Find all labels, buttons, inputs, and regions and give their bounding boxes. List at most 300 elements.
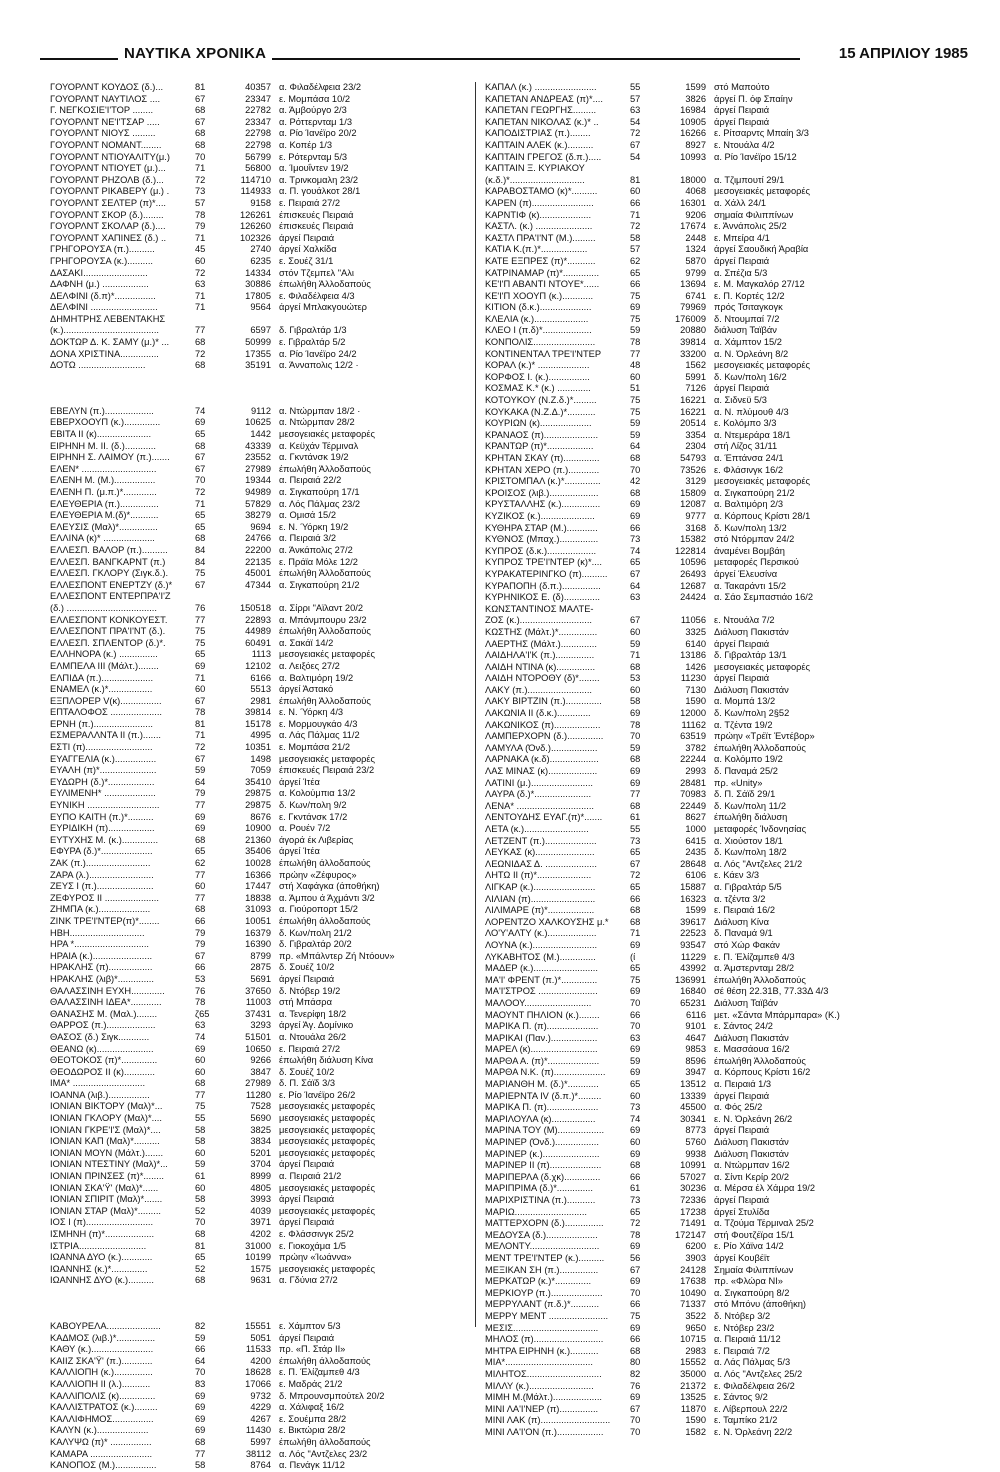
ship-status: πρός Τσιταγκογκ — [714, 302, 783, 313]
ship-status: δ. Γιβραλτάρ 1/3 — [279, 325, 347, 336]
ship-year: 60 — [195, 1182, 206, 1193]
ship-tonnage — [660, 163, 714, 175]
ship-row — [50, 881, 475, 893]
ship-tonnage: 3826 — [685, 93, 706, 104]
ship-status: α. Χάλλ 24/1 — [714, 197, 767, 208]
ship-status: Διάλυση Πακιστάν — [714, 684, 789, 695]
ship-row — [50, 765, 475, 777]
ship-year: 48 — [630, 360, 641, 371]
ship-tonnage: 16379 — [245, 927, 271, 938]
ship-year: 58 — [195, 1124, 206, 1135]
ship-row — [50, 1414, 475, 1426]
ship-year: 53 — [195, 973, 206, 984]
ship-status: ε. Πειραιά 27/2 — [279, 1043, 341, 1054]
ship-name: ΓΟΥΟΡΛΝΤ ΡΗΖΟΛΒ (δ.)... — [50, 174, 164, 185]
ship-row — [50, 499, 475, 511]
ship-year: 65 — [630, 1079, 641, 1090]
ship-year: 68 — [630, 754, 641, 765]
ship-status: ε. Γκντάνσκ 17/2 — [279, 811, 348, 822]
ship-year: 70 — [630, 997, 641, 1008]
ship-year: 67 — [195, 116, 206, 127]
ship-year: 77 — [195, 800, 206, 811]
ship-status: άργεί Έλευσίνα — [714, 568, 778, 579]
ship-tonnage: 136991 — [674, 974, 706, 985]
ship-name: ΚΑΡΝΤΙΦ (κ).................... — [485, 209, 592, 220]
ship-status: α. Ρίο Ίανέϊρο 24/2 — [279, 348, 357, 359]
ship-status: α. Φός 25/2 — [714, 1102, 763, 1113]
ship-year: 74 — [630, 1113, 641, 1124]
ship-name: ΖΑΚ (π.)......................... — [50, 858, 151, 868]
ship-name: ΕΞΠΛΟΡΕΡ V(κ)................ — [50, 695, 162, 706]
ship-name: ΚΑΛΛΙΟΠΗ ΙΙ (λ.)........... — [50, 1378, 151, 1389]
ship-name: ΙΟΑΝΝΑ (λιβ.)................ — [50, 1089, 150, 1100]
ship-name: ΜΑΡΙΠΕΡΛΑ (δ.χκ).............. — [485, 1171, 601, 1182]
ship-row — [485, 1230, 915, 1242]
ship-tonnage: 11870 — [680, 1403, 706, 1414]
ship-status: α. Ντεμεράρα 18/1 — [714, 429, 791, 440]
ship-name: ΛΟΥΝΑ (κ.)......................... — [485, 939, 598, 950]
ship-year: 51 — [630, 383, 641, 394]
ship-tonnage: 15551 — [245, 1320, 271, 1331]
ship-tonnage: 20880 — [680, 325, 706, 336]
ship-year: 81 — [195, 82, 206, 92]
ship-year: 58 — [630, 232, 641, 243]
ship-status: άργεί Πειραιά — [714, 1195, 770, 1205]
ship-row — [485, 1044, 915, 1056]
ship-row — [485, 917, 915, 929]
ship-row — [485, 1160, 915, 1172]
ship-tonnage: 40357 — [245, 82, 271, 92]
page-header — [40, 45, 968, 73]
ship-year: 69 — [630, 1241, 641, 1252]
ship-row — [50, 707, 475, 719]
ship-year: 64 — [195, 1355, 206, 1366]
ship-name: ΘΕΑΝΩ (κ)...................... — [50, 1043, 154, 1054]
ship-year: 64 — [195, 776, 206, 787]
ship-status: άργεί Ίτέα — [279, 776, 320, 787]
ship-year: 73 — [630, 835, 641, 846]
ship-status: δ. Μπρουνσμπούτελ 20/2 — [279, 1390, 385, 1401]
ship-row — [485, 499, 915, 511]
ship-name: ΚΟΝΠΟΛΙΣ........................ — [485, 337, 596, 348]
ship-tonnage: 1582 — [685, 1426, 706, 1437]
ship-status: α. Κόρπους Κρίστι 28/1 — [714, 510, 811, 521]
ship-row — [485, 1392, 915, 1404]
ship-year: 66 — [195, 1344, 206, 1355]
ship-status: α. Τακαράντι 15/2 — [714, 580, 787, 591]
ship-tonnage: 172147 — [674, 1229, 706, 1240]
ship-year: 67 — [630, 615, 641, 626]
ship-status: έπισκευές Πειραιά 23/2 — [279, 765, 375, 776]
ship-name: ΕΥΝΙΚΗ ............................ — [50, 800, 160, 811]
ship-row — [50, 291, 475, 303]
ship-name: ΛΟΡΕΝΤΖΟ ΧΑΛΚΟΥΣΗΣ μ.* — [485, 916, 609, 927]
ship-year: 68 — [195, 337, 206, 348]
ship-row — [50, 904, 475, 916]
ship-status: ε. Φιλαδέλφεια 4/3 — [279, 290, 355, 301]
ship-year: 57 — [195, 197, 206, 208]
ship-tonnage: 3704 — [250, 1159, 271, 1170]
ship-name: ΘΕΟΔΩΡΟΣ ΙΙ (κ)............ — [50, 1066, 155, 1077]
ship-row — [485, 592, 915, 604]
ship-status: α. Άμστερνταμ 28/2 — [714, 963, 795, 974]
ship-status: ε. Μομπάσα 10/2 — [279, 93, 351, 104]
ship-name: ΜΑΛΟΟΥ.......................... — [485, 997, 592, 1008]
ship-year: 54 — [630, 116, 641, 127]
ship-year: 77 — [195, 1448, 206, 1459]
ship-year: 67 — [630, 1264, 641, 1275]
ship-row — [485, 1334, 915, 1346]
ship-tonnage: 6200 — [685, 1241, 706, 1252]
ship-status: α. Σάο Σεμπαστιάο 16/2 — [714, 592, 814, 603]
ship-name: ΖΗΜΠΑ (κ.).................... — [50, 904, 151, 915]
ship-status: α. Κολόμπο 19/2 — [714, 754, 783, 765]
ship-status: έπισκευές Πειραιά — [279, 209, 354, 220]
ship-status: ε. Ντόβερ 23/2 — [714, 1322, 775, 1333]
ship-row — [50, 673, 475, 685]
ship-status: στή Φουτζέϊρα 15/1 — [714, 1229, 795, 1240]
ship-tonnage: 60491 — [245, 637, 271, 648]
ship-status: στό Μπόνυ (άποθήκη) — [714, 1299, 806, 1310]
ship-year: 68 — [195, 440, 206, 451]
ship-status: ε. Πειραιά 16/2 — [714, 905, 776, 916]
ship-name: ΚΑΠΟΔΙΣΤΡΙΑΣ (π.)........ — [485, 128, 591, 139]
ship-row — [485, 302, 915, 314]
ship-row — [485, 476, 915, 488]
ship-status: ε. Ν. Όρλεάνη 22/2 — [714, 1426, 793, 1437]
ship-row — [50, 846, 475, 858]
ship-tonnage: 24766 — [245, 533, 271, 544]
ship-tonnage: 1562 — [685, 360, 706, 371]
ship-name: ΘΑΝΑΣΗΣ Μ. (Μαλ.)........ — [50, 1008, 158, 1019]
ship-year: 77 — [195, 325, 206, 336]
ship-name: ΕΛΕΥΣΙΣ (Μαλ)*............... — [50, 521, 158, 532]
ship-tonnage: 47344 — [245, 579, 271, 590]
ship-row — [485, 152, 915, 164]
ship-tonnage: 8676 — [250, 811, 271, 822]
ship-tonnage: 3847 — [250, 1066, 271, 1077]
ship-year: 73 — [630, 1102, 641, 1113]
ship-name: ΚΑΛΥΨΩ (π)* ................ — [50, 1436, 152, 1447]
ship-year: 65 — [630, 881, 641, 892]
ship-status: άργεί Πειραιά — [714, 1090, 770, 1101]
ship-name: ΗΡΑ *............................. — [50, 939, 150, 950]
ship-name: ΚΑΠΤΑΙΝ ΑΛΕΚ (κ.).......... — [485, 139, 594, 150]
ship-name: ΛΙΓΚΑΡ (κ.)........................ — [485, 881, 596, 892]
ship-name: ΛΑΕΡΤΗΣ (Μάλτ.).............. — [485, 638, 597, 649]
ship-row — [50, 1055, 475, 1067]
ship-tonnage: 19344 — [245, 475, 271, 486]
ship-status: στό Ντόρμπαν 24/2 — [714, 534, 795, 545]
ship-year: 81 — [195, 718, 206, 729]
ship-year: 57 — [630, 93, 641, 104]
ship-name: ΘΑΛΑΣΣΙΝΗ ΕΥΧΗ............. — [50, 985, 165, 996]
ship-tonnage: 8999 — [250, 1171, 271, 1182]
ship-year: 70 — [630, 1426, 641, 1437]
ship-status: άργεί Άστακό — [279, 684, 334, 695]
ship-name: ΚΕ'Ι'Π ΧΟΟΥΠ (κ.)............ — [485, 290, 594, 301]
ship-year: 57 — [630, 244, 641, 255]
ship-row — [50, 580, 475, 592]
ship-status: δ. Π. Σάϊδ 3/3 — [279, 1078, 336, 1089]
ship-year: 68 — [630, 905, 641, 916]
ship-name: ΚΟΣΜΑΣ Κ.* (κ.) ............. — [485, 383, 591, 394]
ship-year: 69 — [630, 1322, 641, 1333]
header-rule-mid — [240, 58, 800, 60]
ship-name: ΔΟΚΤΩΡ Δ. Κ. ΣΑΜΥ (μ.)* ... — [50, 337, 170, 348]
ship-tonnage: 38279 — [245, 510, 271, 521]
ship-status: ε. Μορμουγκάο 4/3 — [279, 718, 358, 729]
ship-row — [50, 256, 475, 268]
ship-row — [485, 383, 915, 395]
ship-year: 78 — [195, 997, 206, 1008]
ship-row — [485, 256, 915, 268]
ship-row — [485, 1056, 915, 1068]
ship-row — [50, 522, 475, 534]
ship-status: μεσογειακές μεταφορές — [279, 1101, 376, 1112]
ship-status: μεσογειακές μεταφορές — [279, 1182, 376, 1193]
ship-status: μεσογειακές μεταφορές — [714, 186, 811, 197]
ship-status: α. Ρίο Ίανέϊρο 20/2 — [279, 128, 357, 139]
ship-row — [50, 730, 475, 742]
ship-row — [485, 824, 915, 836]
ship-status: ε. Ν. Όρλεάνη 26/2 — [714, 1113, 793, 1124]
ship-status: α. Ν. πλύμουθ 4/3 — [714, 406, 789, 417]
ship-name: ΜΑΟΥΝΤ ΠΗΛΙΟΝ (κ.)........ — [485, 1009, 600, 1020]
ship-year: 67 — [195, 579, 206, 590]
ship-status: α. Άμπου ά Άχμάντι 3/2 — [279, 892, 375, 903]
ship-year: 60 — [630, 186, 641, 197]
ship-status: έπωλήθη Άλλοδαπούς — [279, 279, 371, 290]
ship-year: 76 — [195, 985, 206, 996]
ship-year: 70 — [630, 1021, 641, 1032]
ship-tonnage: 28481 — [680, 777, 706, 788]
ship-row — [485, 731, 915, 743]
ship-year: 73 — [630, 534, 641, 545]
ship-status: δ. Κων/πολη 13/2 — [714, 522, 787, 533]
ship-year: 68 — [195, 533, 206, 544]
ship-year: 78 — [195, 209, 206, 220]
ship-tonnage: 9101 — [685, 1021, 706, 1032]
ship-row — [485, 569, 915, 581]
ship-name: ΚΛΕΛΙΑ (κ.)..................... — [485, 313, 589, 324]
ship-row — [50, 1101, 475, 1113]
ship-name: ΕΛΛΕΣΠ. ΒΑΛΟΡ (π.).......... — [50, 544, 168, 555]
ship-year: 75 — [630, 290, 641, 301]
ship-row — [50, 742, 475, 754]
ship-status: ε. Π. Έλίζαμπεθ 4/3 — [714, 951, 795, 962]
ship-name: ΙΟΝΙΑΝ ΝΤΕΣΤΙΝΥ (Μαλ)*... — [50, 1159, 168, 1170]
ship-name: ΚΑΙΙΖ ΣΚΑ'Ϋ' (π.)............ — [50, 1355, 153, 1366]
ship-name: ΕΥΤΥΧΗΣ Μ. (κ.).............. — [50, 834, 159, 845]
ship-status: α. Βαλτιμόρη 19/2 — [279, 672, 354, 683]
ship-name: ΚΟΥΡΙΩΝ (κ).................... — [485, 418, 592, 429]
ship-tonnage: 39814 — [680, 337, 706, 348]
ship-year: 56 — [630, 1252, 641, 1263]
ship-status: άργεί Ίτέα — [279, 846, 320, 857]
ship-status: μεσογειακές μεταφορές — [279, 1147, 376, 1158]
ship-status: διάλυση Ταϊβάν — [714, 325, 777, 336]
ship-row — [50, 951, 475, 963]
ship-row — [485, 407, 915, 419]
ship-row — [485, 395, 915, 407]
ship-year: 59 — [630, 325, 641, 336]
ship-row — [485, 650, 915, 662]
ship-year: 58 — [195, 1194, 206, 1205]
ship-year: 78 — [630, 337, 641, 348]
ship-name: ΔΕΛΦΙΝΙ .......................... — [50, 302, 158, 313]
ship-row — [485, 1114, 915, 1126]
ship-status: ε. Βικτώρια 28/2 — [279, 1425, 346, 1436]
ship-name: ΔΗΜΗΤΡΗΣ ΛΕΒΕΝΤΑΚΗΣ — [50, 313, 166, 324]
ship-tonnage: 33200 — [680, 348, 706, 359]
ship-tonnage: 13186 — [680, 650, 706, 661]
ship-tonnage: 2435 — [685, 847, 706, 858]
ship-row — [50, 812, 475, 824]
ship-name: ΚΥΡΗΝΙΚΟΣ Ε. (δ).............. — [485, 592, 600, 603]
ship-status: α. Σακάϊ 14/2 — [279, 637, 334, 648]
ship-name: ΚΟΥΚΑΚΑ (Ν.Ζ.Δ.)*........... — [485, 406, 596, 417]
ship-tonnage: 114933 — [240, 186, 271, 197]
ship-year: 59 — [630, 638, 641, 649]
ship-status — [714, 604, 915, 616]
ship-tonnage: 1590 — [685, 1415, 706, 1426]
ship-name: ΕΛΛΕΣΠ. ΒΑΝΓΚΑΡΝΤ (π.) — [50, 556, 166, 567]
ship-row — [50, 1183, 475, 1195]
ship-row — [485, 1149, 915, 1161]
ship-year: 75 — [195, 626, 206, 637]
ship-year: 65 — [195, 521, 206, 532]
ship-tonnage — [660, 604, 714, 616]
ship-status: μεσογειακές μεταφορές — [279, 649, 376, 660]
ship-status: α. Πειραιά 21/2 — [279, 1171, 342, 1182]
ship-name: ΛΑΤΙΝΙ (μ.)........................ — [485, 777, 593, 788]
ship-name: ΓΟΥΟΡΛΝΤ ΝΑΥΤΙΛΟΣ .... — [50, 93, 161, 104]
ship-year: 83 — [195, 1378, 206, 1389]
ship-tonnage: 22893 — [245, 614, 271, 625]
ship-status: έπωλήθη Άλλοδαπούς — [279, 568, 371, 579]
ship-tonnage: 39814 — [245, 707, 271, 718]
ship-row — [485, 1323, 915, 1335]
ship-name: ΕΛΕΥΘΕΡΙΑ Μ.(δ)*........... — [50, 510, 159, 521]
ship-name: ΜΑΡΙΕΡΝΤΑ IV (δ.π.)*......... — [485, 1090, 602, 1101]
ship-status: άργεί Πειραιά — [714, 1125, 770, 1136]
ship-name: ΚΑΛΛΙΦΗΜΟΣ................ — [50, 1413, 154, 1424]
ship-name: ΓΟΥΟΡΛΝΤ ΝΟΜΑΝΤ........ — [50, 139, 162, 150]
ship-year: 68 — [195, 105, 206, 116]
ship-row — [485, 465, 915, 477]
ship-row — [485, 1207, 915, 1219]
ship-year: 68 — [195, 904, 206, 915]
ship-status: άγορά έκ Λιβερίας — [279, 834, 354, 845]
ship-year: 69 — [630, 1392, 641, 1403]
ship-row — [50, 210, 475, 222]
ship-tonnage: 7130 — [685, 684, 706, 695]
ship-name: ΛΑΥΡΑ (δ.)*...................... — [485, 789, 592, 800]
ship-name: ΙΟΝΙΑΝ ΣΠΙΡΙΤ (Μαλ)*....... — [50, 1194, 163, 1205]
ship-name: ΚΑΣΤΛ ΠΡΑ'Ι'ΝΤ (Μ.)......... — [485, 232, 596, 243]
ship-status: ε. Ρίο Χάϊνα 14/2 — [714, 1241, 784, 1252]
ship-row — [50, 233, 475, 245]
ship-year: 58 — [195, 1136, 206, 1147]
header-rule-left — [40, 58, 120, 60]
ship-year: 67 — [630, 1403, 641, 1414]
ship-status: α. Άμβούργο 2/3 — [279, 105, 347, 116]
ship-year: 69 — [195, 1402, 206, 1413]
ship-row — [485, 1010, 915, 1022]
ship-status: μεσογειακές μεταφορές — [714, 476, 811, 487]
ship-year: 68 — [630, 661, 641, 672]
ship-tonnage: 126260 — [239, 221, 271, 232]
ship-year: 63 — [195, 279, 206, 290]
ship-year: 67 — [195, 93, 206, 104]
ship-tonnage: 11162 — [681, 719, 706, 730]
ship-name: ΚΥΡΑΚΑΤΕΡΙΝΓΚΟ (π).......... — [485, 568, 608, 579]
ship-status: α. Πειραιά 1/3 — [714, 1079, 772, 1090]
ship-status: ε. Κολόμπο 3/3 — [714, 418, 777, 429]
ship-row — [485, 244, 915, 256]
ship-tonnage: 4647 — [685, 1032, 706, 1043]
ship-year: 68 — [630, 1345, 641, 1356]
ship-name: ΕΛΛΕΣΠΟΝΤ ΕΝΤΕΡΠΡΑ'Ι'Ζ — [50, 591, 171, 602]
ship-year: 77 — [195, 869, 206, 880]
ship-row — [50, 835, 475, 847]
ship-name: ΚΑΡΕΝ (π)........................ — [485, 197, 594, 208]
ship-name: ΚΡΗΤΑΝ ΣΚΑΥ (π).............. — [485, 453, 600, 463]
ship-name: ΛΕΩΝΙΔΑΣ Δ. .................... — [485, 858, 597, 869]
ship-tonnage: 6140 — [685, 638, 706, 649]
ship-row — [50, 1252, 475, 1264]
ship-year: 70 — [630, 731, 641, 742]
ship-status: άργεί Πειραιά — [279, 1159, 335, 1170]
ship-tonnage: 22135 — [245, 556, 271, 567]
ship-status: Διάλυση Πακιστάν — [714, 626, 789, 637]
ship-status: α. Άνκάπολις 27/2 — [279, 544, 353, 555]
ship-year: 82 — [630, 1368, 641, 1379]
ship-row — [50, 1148, 475, 1160]
ship-tonnage: 17674 — [680, 221, 706, 232]
ship-status: α. Σιγκαπούρη 21/2 — [279, 579, 360, 590]
ship-tonnage: 24128 — [680, 1264, 706, 1275]
ship-tonnage: 10715 — [680, 1334, 706, 1345]
ship-tonnage: 12102 — [245, 660, 271, 671]
ship-row — [485, 673, 915, 685]
ship-status: δ. Κων/πολη 16/2 — [714, 371, 787, 382]
ship-year: 60 — [195, 684, 206, 695]
ship-tonnage: 2875 — [250, 962, 271, 973]
ship-name: ΛΑΚΥ (π.)......................... — [485, 684, 592, 695]
ship-row — [50, 163, 475, 175]
ship-name: ΚΟΡΦΟΣ Ι. (κ.)................ — [485, 371, 590, 382]
ship-year: 60 — [195, 881, 206, 892]
ship-row — [50, 302, 475, 314]
ship-tonnage: 15809 — [680, 487, 706, 498]
ship-status: α. Λός "Αντζελες 23/2 — [279, 1448, 368, 1459]
ship-name: ΔΟΤΩ .......................... — [50, 360, 146, 371]
ship-year: 69 — [195, 1390, 206, 1401]
ship-name: ΓΡΗΓΟΡΟΥΣΑ (π.).......... — [50, 244, 155, 255]
ship-tonnage: 12687 — [680, 580, 706, 591]
ship-status: έπωλήθη Άλλοδαπούς — [714, 974, 806, 985]
ship-row — [485, 720, 915, 732]
ship-name: ΕΒΕΡΧΟΟΥΠ (κ.).............. — [50, 417, 161, 428]
ship-status: έπωλήθη άλλοδαπούς — [279, 858, 371, 868]
ship-year: 58 — [630, 696, 641, 707]
ship-status: πρ. «Unity» — [714, 777, 763, 788]
ship-row — [485, 1427, 915, 1439]
ship-status: έπωλήθη Άλλοδαπούς — [279, 626, 371, 637]
ship-row — [485, 1125, 915, 1137]
